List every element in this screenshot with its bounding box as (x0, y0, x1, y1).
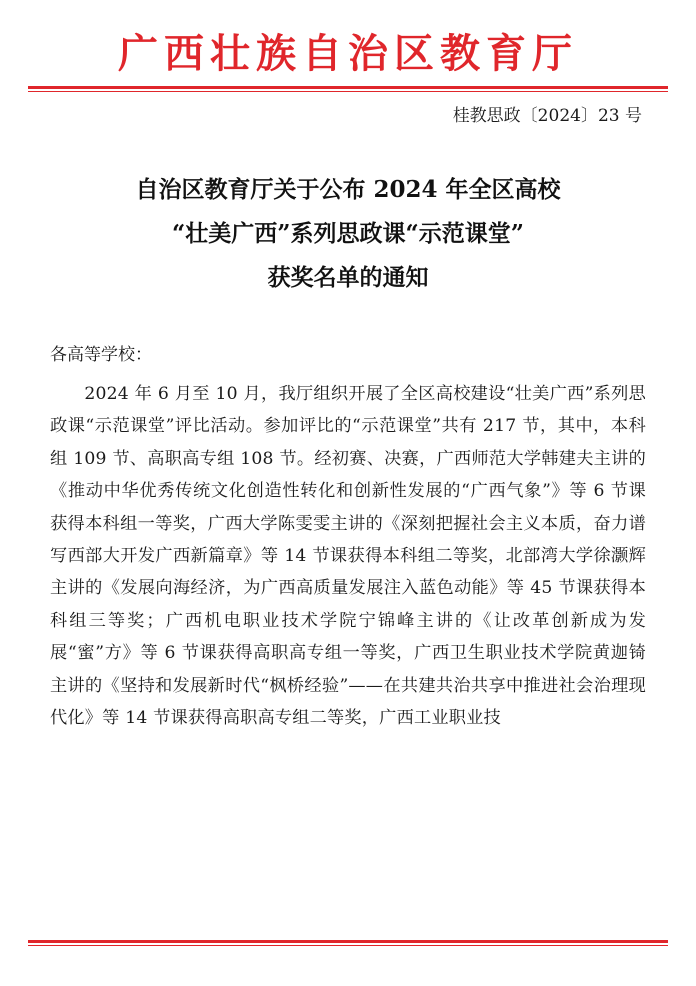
title-line-2: “壮美广西”系列思政课“示范课堂” (172, 220, 524, 247)
issuer-heading: 广西壮族自治区教育厅 (118, 30, 578, 77)
document-number: 桂教思政〔2024〕23 号 (452, 106, 642, 126)
header-red-rule-thin (28, 91, 668, 92)
title-line-1: 自治区教育厅关于公布 2024 年全区高校 (135, 176, 561, 203)
footer-red-rule (28, 940, 668, 943)
document-title (40, 168, 656, 300)
body-paragraph: 2024 年 6 月至 10 月，我厅组织开展了全区高校建设“壮美广西”系列思政课“示范课堂”评比活动。参加评比的“示范课堂”共有 217 节，其中，本科组 109 节、高职高专组 108 节。经初赛、决赛，广西师范大学韩建夫主讲的《推动中华优秀传统文化创造性转化和创新性发展的“广西气象”》等 6 节课获得本科组一等奖，广西大学陈雯雯主讲的《深刻把握社会主义本质，奋力谱写西部大开发广西新篇章》等 14 节课获得本科组二等奖，北部湾大学徐灏辉主讲的《发展向海经济，为广西高质量发展注入蓝色动能》等 45 节课获得本科组三等奖；广西机电职业技术学院宁锦峰主讲的《让改革创新成为发展“蜜”方》等 6 节课获得高职高专组一等奖，广西卫生职业技术学院黄迦锜主讲的《坚持和发展新时代“枫桥经验”——在共建共治共享中推进社会治理现代化》等 14 节课获得高职高专组二等奖，广西工业职业技 (50, 384, 646, 729)
footer-red-rule-thin (28, 945, 668, 946)
title-line-3: 获奖名单的通知 (267, 264, 429, 291)
header-red-rule (28, 86, 668, 89)
salutation: 各高等学校： (50, 345, 152, 365)
